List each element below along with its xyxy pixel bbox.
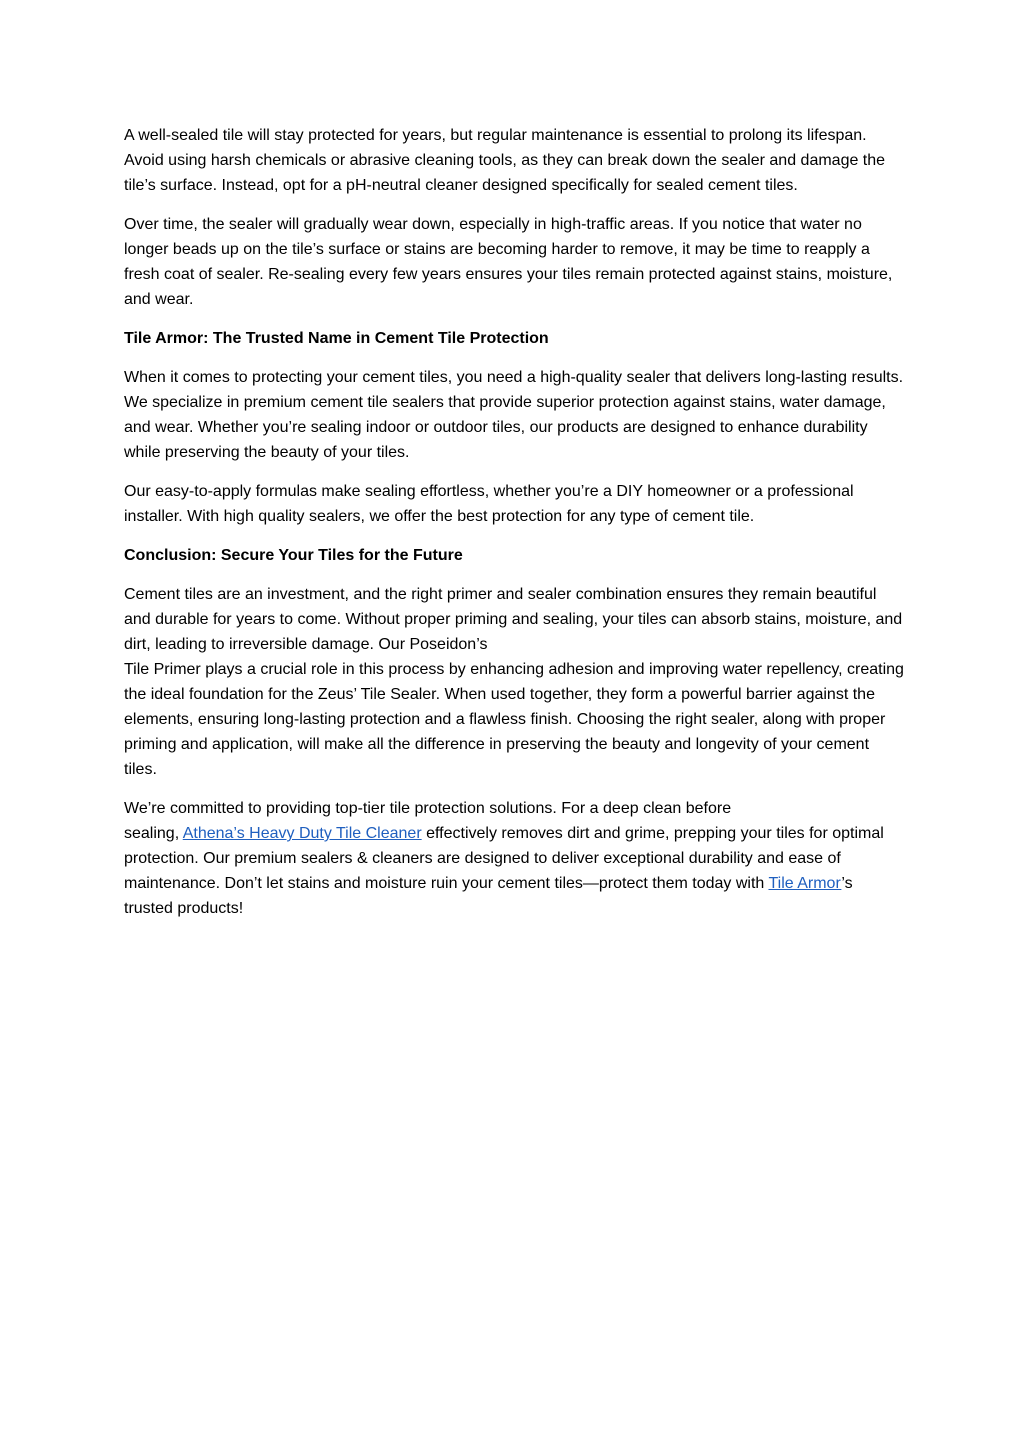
paragraph-conclusion [124,582,904,782]
paragraph-maintenance: A well-sealed tile will stay protected for years, but regular maintenance is essential to prolong its lifespan. Avoid using harsh chemicals or abrasive cleaning tools, as they can break down the sealer and damage the tile’s surface. Instead, opt for a pH-neutral cleaner designed specifically for sealed cement tiles. [124,127,886,194]
paragraph-closing-sealing: sealing, [124,825,183,842]
heading-conclusion: Conclusion: Secure Your Tiles for the Future [124,547,463,564]
document-body [124,123,904,935]
paragraph-closing-end: ’s trusted products! [124,875,853,917]
paragraph-resealing: Over time, the sealer will gradually wear down, especially in high-traffic areas. If you notice that water no longer beads up on the tile’s surface or stains are becoming harder to remove, it may be time to reapply a fresh coat of sealer. Re-sealing every few years ensures your tiles remain protected against stains, moisture, and wear. [124,216,893,308]
paragraph-easy-apply: Our easy-to-apply formulas make sealing effortless, whether you’re a DIY homeowner or a professional installer. With high quality sealers, we offer the best protection for any type of cement tile. [124,483,854,525]
paragraph-conclusion-part1: Cement tiles are an investment, and the right primer and sealer combination ensures they remain beautiful and durable for years to come. Without proper priming and sealing, your tiles can absorb stains, moisture, and dirt, leading to irreversible damage. Our Poseidon’s [124,586,903,653]
paragraph-conclusion-part2: Tile Primer plays a crucial role in this process by enhancing adhesion and improving water repellency, creating the ideal foundation for the Zeus’ Tile Sealer. When used together, they form a powerful barrier against the elements, ensuring long-lasting protection and a flawless finish. Choosing the right sealer, along with proper priming and application, will make all the difference in preserving the beauty and longevity of your cement tiles. [124,661,904,778]
paragraph-closing-intro: We’re committed to providing top-tier tile protection solutions. For a deep clean before [124,800,732,817]
athena-cleaner-link[interactable]: Athena’s Heavy Duty Tile Cleaner [182,825,422,842]
paragraph-protection: When it comes to protecting your cement tiles, you need a high-quality sealer that delivers long-lasting results. We specialize in premium cement tile sealers that provide superior protection against stains, water damage, and wear. Whether you’re sealing indoor or outdoor tiles, our products are designed to enhance durability while preserving the beauty of your tiles. [124,369,904,461]
heading-tile-armor: Tile Armor: The Trusted Name in Cement Tile Protection [124,330,549,347]
tile-armor-link[interactable]: Tile Armor [768,875,842,892]
paragraph-closing-middle: effectively removes dirt and grime, prepping your tiles for optimal protection. Our premium sealers & cleaners are designed to deliver exceptional durability and ease of maintenance. Don’t let stains and moisture ruin your cement tiles—protect them today with [124,825,884,892]
paragraph-closing [124,796,904,921]
